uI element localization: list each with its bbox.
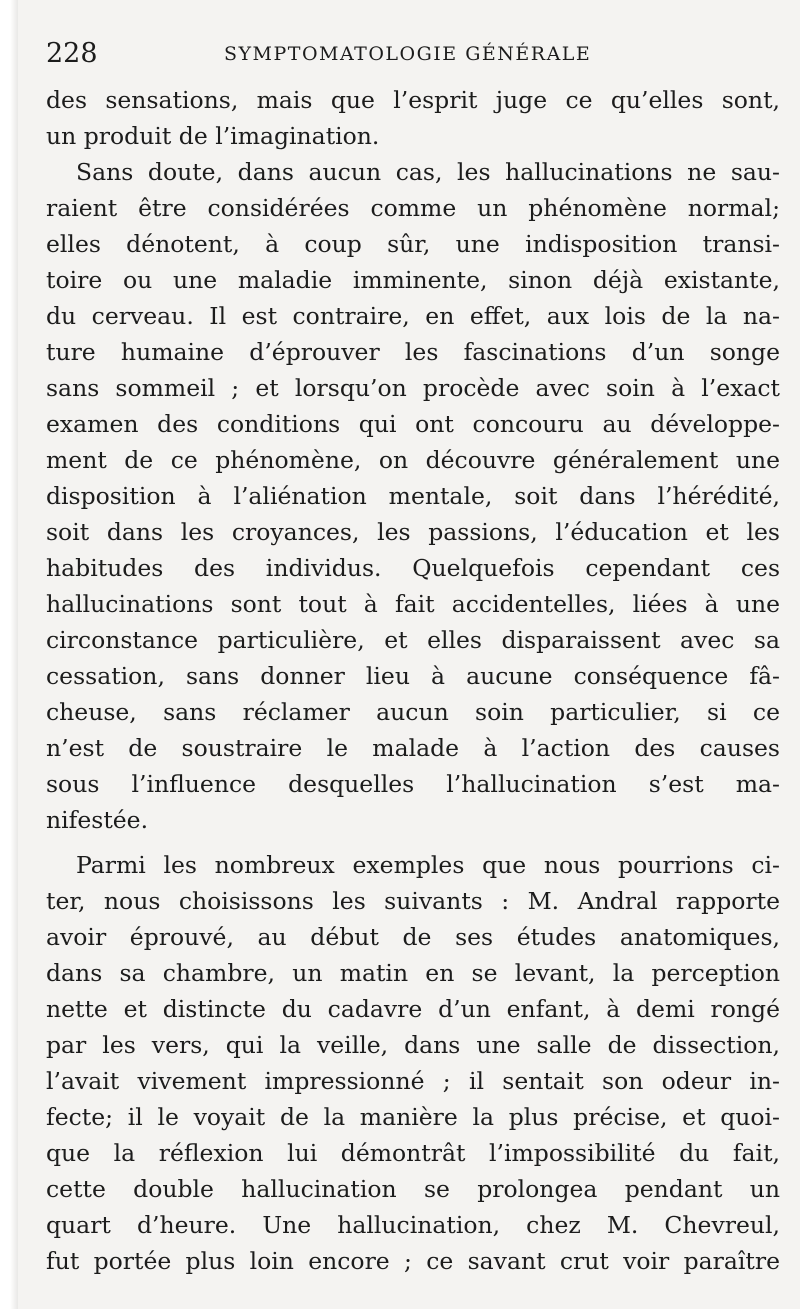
text-line: avoir éprouvé, au début de ses études anatomiques, — [46, 923, 780, 951]
text-line: fut portée plus loin encore ; ce savant crut voir paraître — [46, 1247, 780, 1275]
text-line: dans sa chambre, un matin en se levant, la perception — [46, 959, 780, 987]
text-line: des sensations, mais que l’esprit juge ce qu’elles sont, — [46, 86, 780, 114]
text-line: quart d’heure. Une hallucination, chez M. Chevreul, — [46, 1211, 780, 1239]
text-line: ter, nous choisissons les suivants : M. Andral rapporte — [46, 887, 780, 915]
text-line: hallucinations sont tout à fait accidentelles, liées à une — [46, 590, 780, 618]
text-line: circonstance particulière, et elles disparaissent avec sa — [46, 626, 780, 654]
text-line: Parmi les nombreux exemples que nous pourrions ci- — [76, 851, 780, 879]
body-text — [46, 82, 780, 1279]
text-line: du cerveau. Il est contraire, en effet, aux lois de la na- — [46, 302, 780, 330]
text-line: sans sommeil ; et lorsqu’on procède avec soin à l’exact — [46, 374, 780, 402]
text-line: habitudes des individus. Quelquefois cependant ces — [46, 554, 780, 582]
text-line: fecte; il le voyait de la manière la plus précise, et quoi- — [46, 1103, 780, 1131]
text-line: raient être considérées comme un phénomène normal; — [46, 194, 780, 222]
text-line: par les vers, qui la veille, dans une salle de dissection, — [46, 1031, 780, 1059]
text-line: ture humaine d’éprouver les fascinations d’un songe — [46, 338, 780, 366]
text-line: disposition à l’aliénation mentale, soit dans l’hérédité, — [46, 482, 780, 510]
running-title: SYMPTOMATOLOGIE GÉNÉRALE — [224, 43, 592, 65]
paragraph — [46, 82, 780, 154]
text-line: que la réflexion lui démontrât l’impossibilité du fait, — [46, 1139, 780, 1167]
text-line: nifestée. — [46, 806, 149, 834]
text-line: cette double hallucination se prolongea pendant un — [46, 1175, 780, 1203]
text-line: Sans doute, dans aucun cas, les hallucinations ne sau- — [76, 158, 780, 186]
page-number: 228 — [46, 38, 98, 69]
text-line: cheuse, sans réclamer aucun soin particulier, si ce — [46, 698, 780, 726]
page-gutter — [0, 0, 18, 1309]
text-line: un produit de l’imagination. — [46, 122, 380, 150]
text-line: nette et distincte du cadavre d’un enfant, à demi rongé — [46, 995, 780, 1023]
text-line: ment de ce phénomène, on découvre généralement une — [46, 446, 780, 474]
text-line: n’est de soustraire le malade à l’action des causes — [46, 734, 780, 762]
text-line: examen des conditions qui ont concouru au développe- — [46, 410, 780, 438]
text-line: sous l’influence desquelles l’hallucination s’est ma- — [46, 770, 780, 798]
paragraph — [46, 154, 780, 838]
text-line: cessation, sans donner lieu à aucune conséquence fâ- — [46, 662, 780, 690]
paragraph — [46, 847, 780, 1279]
page-header — [46, 30, 780, 80]
text-line: soit dans les croyances, les passions, l’éducation et les — [46, 518, 780, 546]
text-line: elles dénotent, à coup sûr, une indisposition transi- — [46, 230, 780, 258]
text-line: l’avait vivement impressionné ; il sentait son odeur in- — [46, 1067, 780, 1095]
text-line: toire ou une maladie imminente, sinon déjà existante, — [46, 266, 780, 294]
